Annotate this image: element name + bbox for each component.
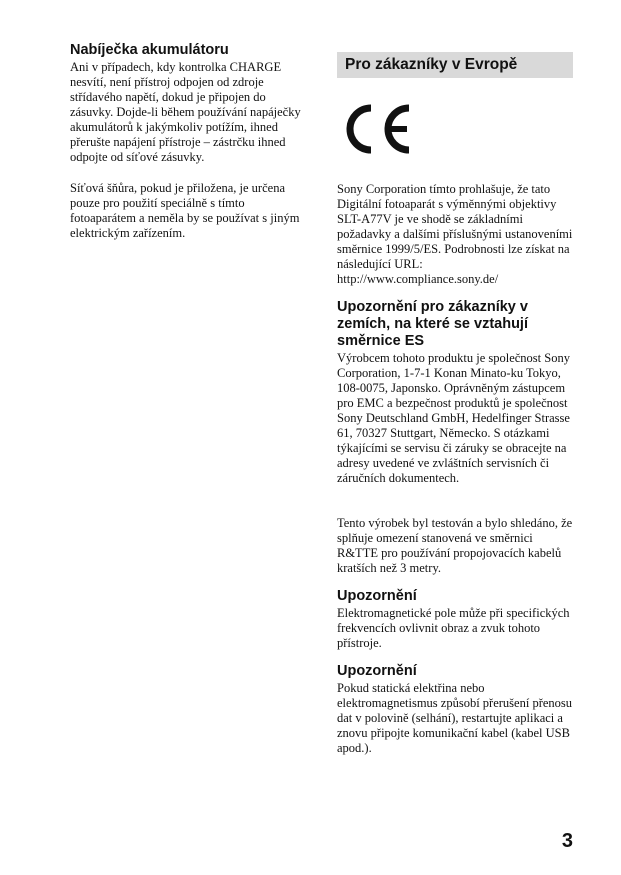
tested-paragraph: Tento výrobek byl testován a bylo shledáno, že splňuje omezení stanovená ve směrnici R&TTE pro používání propojovacích kabelů kratších než 3 metry. (337, 516, 573, 575)
declaration-paragraph: Sony Corporation tímto prohlašuje, že tato Digitální fotoaparát s výměnnými objektivy SLT-A77V je ve shodě se základními požadavky a dalšími příslušnými ustanoveními směrnice 1999/5/ES. Podrobnosti lze získat na následující URL: http://www.compliance.sony.de/ (337, 182, 573, 286)
europe-banner: Pro zákazníky v Evropě (337, 52, 573, 78)
manufacturer-paragraph: Výrobcem tohoto produktu je společnost Sony Corporation, 1-7-1 Konan Minato-ku Tokyo, 108-0075, Japonsko. Oprávněným zástupcem pro EMC a bezpečnost produktů je společnost Sony Deutschland GmbH, Hedelfinger Strasse 61, 70327 Stuttgart, Německo. S otázkami týkajícími se servisu či záruky se obracejte na adresy uvedené ve zvláštních servisních či záručních dokumentech. (337, 351, 570, 485)
charger-paragraph: Ani v případech, kdy kontrolka CHARGE nesvítí, není přístroj odpojen od zdroje střídavého napětí, dokud je připojen do zásuvky. Dojde-li během používání napáječky akumulátorů k jakýmkoliv potížím, ihned přerušte napájení přístroje – zástrčku ihned odpojte od síťové zásuvky. (70, 60, 301, 164)
left-column (70, 42, 310, 241)
warning-paragraph-1: Elektromagnetické pole může při specifických frekvencích ovlivnit obraz a zvuk tohoto přístroje. (337, 606, 570, 650)
warning-heading-1: Upozornění (337, 588, 417, 604)
power-cord-paragraph: Síťová šňůra, pokud je přiložena, je určena pouze pro použití speciálně s tímto fotoaparátem a neměla by se používat s jiným elektrickým zařízením. (70, 181, 300, 240)
warning-paragraph-2: Pokud statická elektřina nebo elektromagnetismus způsobí přerušení přenosu dat v polovině (selhání), restartujte aplikaci a znovu připojte komunikační kabel (kabel USB apod.). (337, 681, 573, 755)
right-column (337, 52, 573, 756)
notice-heading: Upozornění pro zákazníky v zemích, na které se vztahují směrnice ES (337, 299, 528, 349)
charger-heading: Nabíječka akumulátoru (70, 42, 229, 58)
ce-mark-icon (337, 94, 573, 182)
page-number: 3 (561, 830, 573, 852)
warning-heading-2: Upozornění (337, 663, 417, 679)
